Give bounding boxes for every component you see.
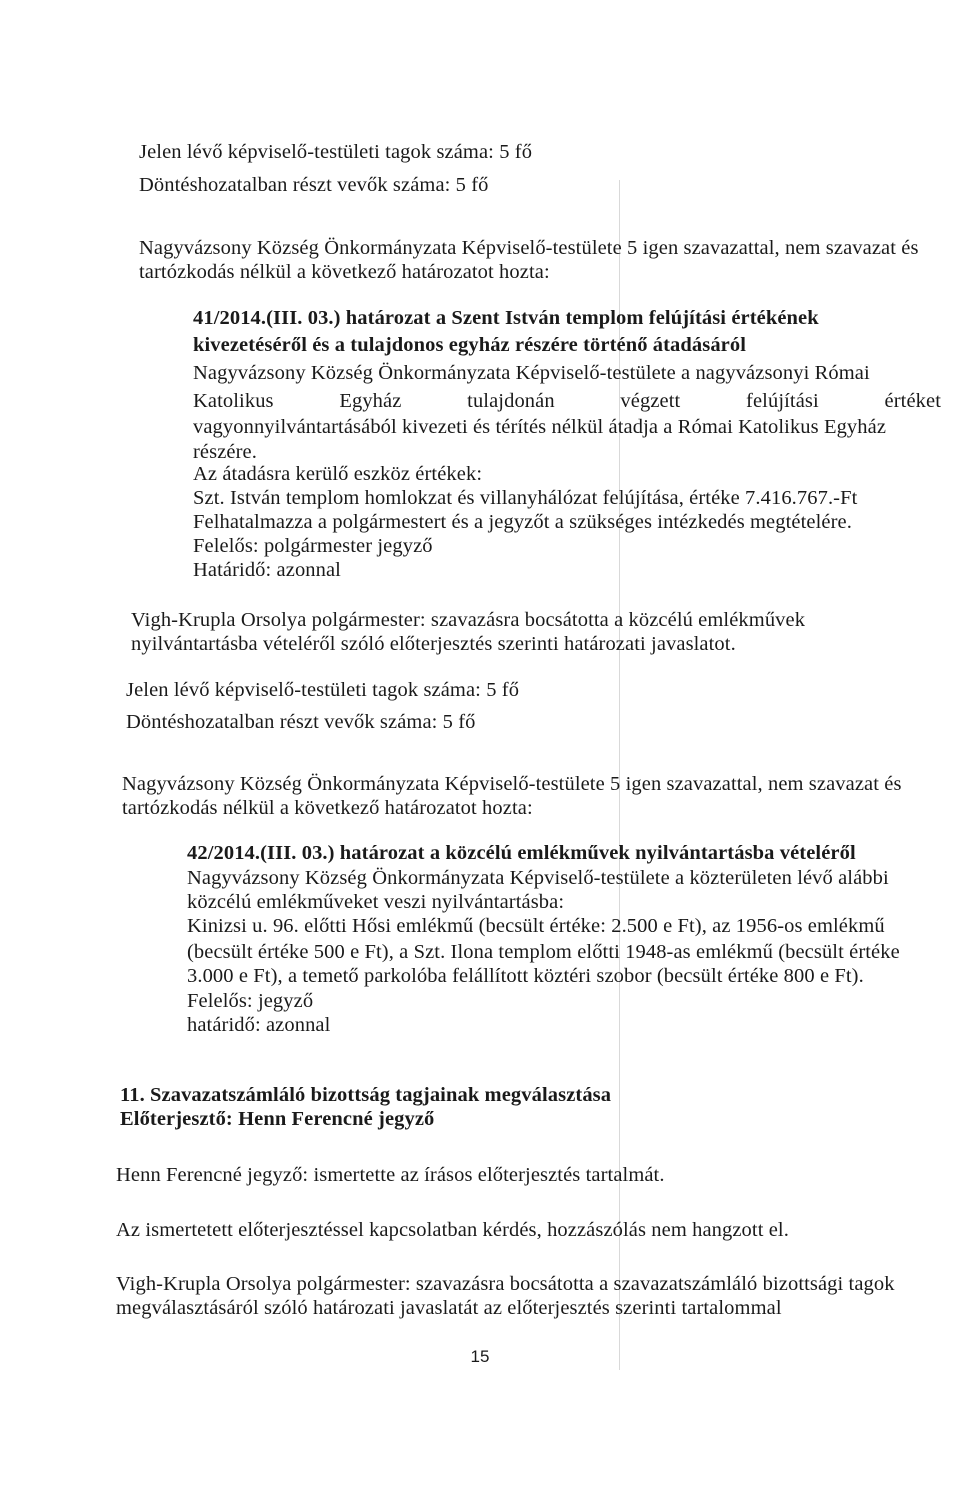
vote-line-1a: Nagyvázsony Község Önkormányzata Képviselő-testülete 5 igen szavazattal, nem szavazat és <box>139 237 919 259</box>
responsible-42: Felelős: jegyző <box>187 990 314 1012</box>
resolution-42-body-4: (becsült értéke 500 e Ft), a Szt. Ilona templom előtti 1948-as emlékmű (becsült értéke <box>187 941 900 963</box>
assets-label: Az átadásra kerülő eszköz értékek: <box>193 463 483 485</box>
resolution-42-body-5: 3.000 e Ft), a temető parkolóba felállított köztéri szobor (becsült értéke 800 e Ft). <box>187 965 864 987</box>
mayor-statement-2-line-2: megválasztásáról szóló határozati javaslatát az előterjesztés szerinti tartalommal <box>116 1297 782 1319</box>
deadline-41: Határidő: azonnal <box>193 559 341 581</box>
resolution-42-body-3: Kinizsi u. 96. előtti Hősi emlékmű (becsült értéke: 2.500 e Ft), az 1956-os emlékmű <box>187 915 885 937</box>
notary-statement: Henn Ferencné jegyző: ismertette az írásos előterjesztés tartalmát. <box>116 1164 665 1186</box>
resolution-41-body-2: Katolikus Egyház tulajdonán végzett felújítási értéket <box>193 390 941 412</box>
resolution-41-body-4: részére. <box>193 441 257 463</box>
responsible-41: Felelős: polgármester jegyző <box>193 535 433 557</box>
resolution-41-title-1: 41/2014.(III. 03.) határozat a Szent István templom felújítási értékének <box>193 307 819 329</box>
decision-participants-2: Döntéshozatalban részt vevők száma: 5 fő <box>126 711 476 733</box>
members-present-1: Jelen lévő képviselő-testületi tagok száma: 5 fő <box>139 141 533 163</box>
no-questions-line: Az ismertetett előterjesztéssel kapcsolatban kérdés, hozzászólás nem hangzott el. <box>116 1219 789 1241</box>
vote-line-2b: tartózkodás nélkül a következő határozatot hozta: <box>122 797 533 819</box>
page-number: 15 <box>470 1347 490 1366</box>
members-present-2: Jelen lévő képviselő-testületi tagok száma: 5 fő <box>126 679 520 701</box>
authorization-line: Felhatalmazza a polgármestert és a jegyzőt a szükséges intézkedés megtételére. <box>193 511 852 533</box>
mayor-statement-1-line-1: Vigh-Krupla Orsolya polgármester: szavazásra bocsátotta a közcélú emlékművek <box>131 609 806 631</box>
mayor-statement-1-line-2: nyilvántartásba vételéről szóló előterjesztés szerinti határozati javaslatot. <box>131 633 736 655</box>
resolution-42-body-2: közcélú emlékműveket veszi nyilvántartásba: <box>187 891 565 913</box>
agenda-11-presenter: Előterjesztő: Henn Ferencné jegyző <box>120 1108 435 1130</box>
resolution-41-title-2: kivezetéséről és a tulajdonos egyház részére történő átadásáról <box>193 334 747 356</box>
resolution-42-body-1: Nagyvázsony Község Önkormányzata Képviselő-testülete a közterületen lévő alábbi <box>187 867 889 889</box>
resolution-41-body-1: Nagyvázsony Község Önkormányzata Képviselő-testülete a nagyvázsonyi Római <box>193 362 870 384</box>
resolution-42-title: 42/2014.(III. 03.) határozat a közcélú emlékművek nyilvántartásba vételéről <box>187 842 856 864</box>
asset-line: Szt. István templom homlokzat és villanyhálózat felújítása, értéke 7.416.767.-Ft <box>193 487 858 509</box>
deadline-42: határidő: azonnal <box>187 1014 331 1036</box>
mayor-statement-2-line-1: Vigh-Krupla Orsolya polgármester: szavazásra bocsátotta a szavazatszámláló bizottsági tagok <box>116 1273 895 1295</box>
vote-line-1b: tartózkodás nélkül a következő határozatot hozta: <box>139 261 550 283</box>
decision-participants-1: Döntéshozatalban részt vevők száma: 5 fő <box>139 174 489 196</box>
resolution-41-body-3: vagyonnyilvántartásából kivezeti és térítés nélkül átadja a Római Katolikus Egyház <box>193 416 887 438</box>
vote-line-2a: Nagyvázsony Község Önkormányzata Képviselő-testülete 5 igen szavazattal, nem szavazat és <box>122 773 902 795</box>
agenda-11-heading: 11. Szavazatszámláló bizottság tagjainak megválasztása <box>120 1084 612 1106</box>
